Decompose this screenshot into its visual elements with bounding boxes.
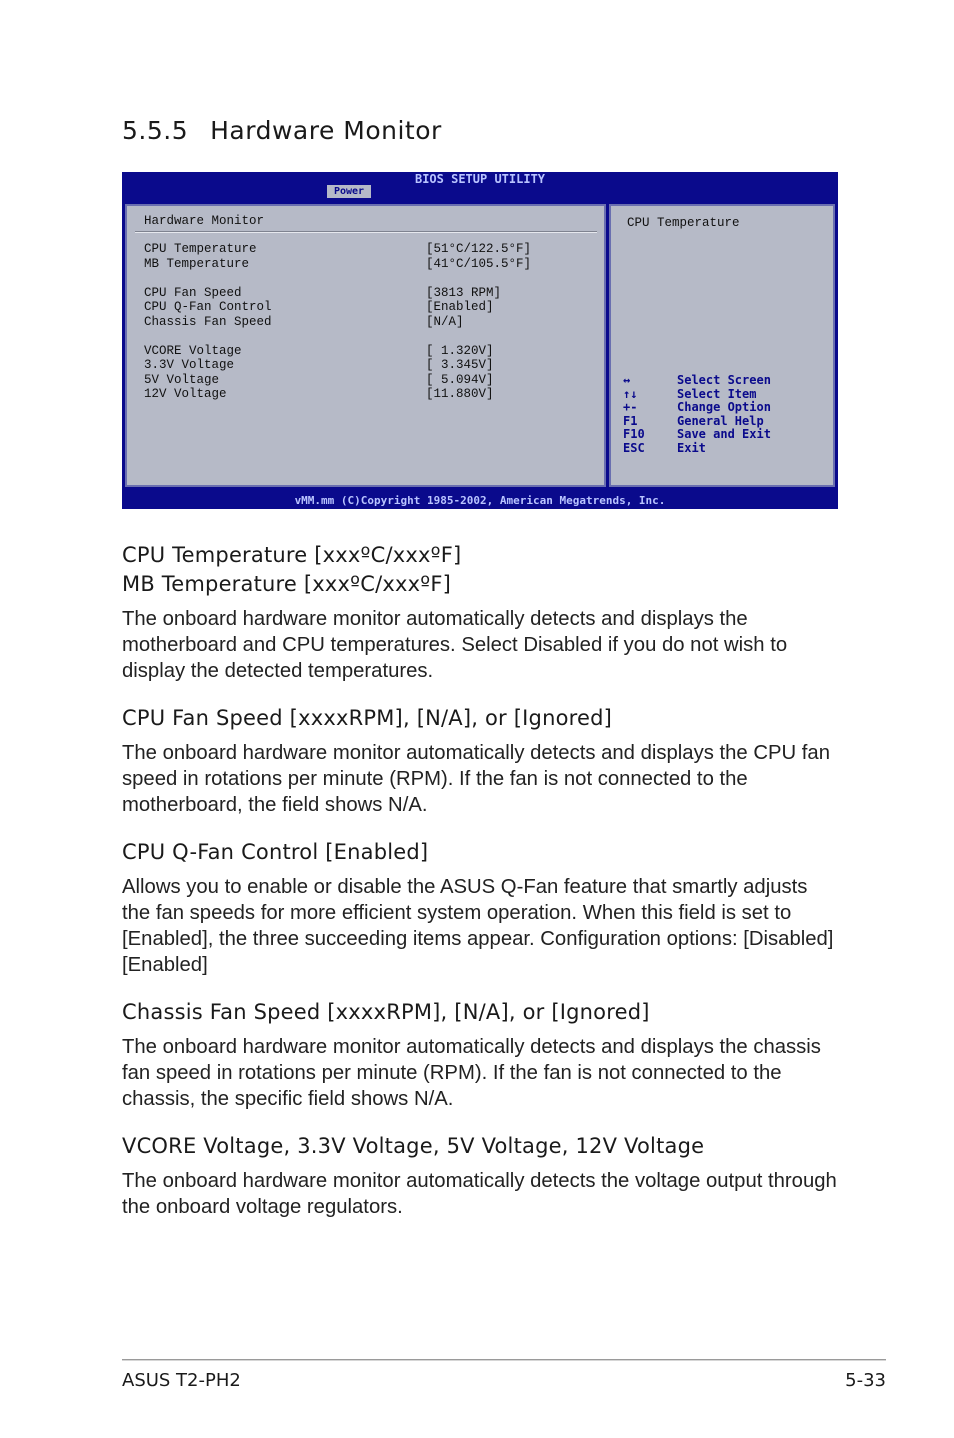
bios-settings-list — [144, 242, 594, 402]
bios-row-mb-temperature[interactable]: MB Temperature [41°C/105.5°F] — [144, 256, 532, 271]
paragraph-chassis-fan-speed: The onboard hardware monitor automatically detects and displays the chassis fan speed in rotations per minute (RPM). If the fan is not connected to the chassis, the specific field shows N/A. — [122, 1036, 821, 1110]
bios-copyright: vMM.mm (C)Copyright 1985-2002, American Megatrends, Inc. — [294, 494, 666, 507]
bios-title: BIOS SETUP UTILITY — [414, 172, 546, 186]
heading-voltages: VCORE Voltage, 3.3V Voltage, 5V Voltage, 12V Voltage — [122, 1134, 705, 1158]
paragraph-cpu-qfan-control: Allows you to enable or disable the ASUS Q-Fan feature that smartly adjusts the fan speeds for more efficient system operation. When this field is set to [Enabled], the three succeeding items appear. Configuration options: [Disabled] [Enabled] — [122, 876, 834, 976]
footer-product-name: ASUS T2-PH2 — [122, 1370, 241, 1391]
bios-tab-power[interactable]: Power — [327, 185, 371, 198]
heading-cpu-fan-speed: CPU Fan Speed [xxxxRPM], [N/A], or [Ignored] — [122, 706, 613, 730]
heading-cpu-qfan-control: CPU Q-Fan Control [Enabled] — [122, 840, 429, 864]
footer-divider — [122, 1359, 886, 1361]
bios-row-12v-voltage[interactable]: 12V Voltage [11.880V] — [144, 387, 494, 401]
heading-chassis-fan-speed: Chassis Fan Speed [xxxxRPM], [N/A], or [Ignored] — [122, 1000, 650, 1024]
bios-row-3v3-voltage[interactable]: 3.3V Voltage [ 3.345V] — [144, 358, 494, 372]
bios-row-cpu-temperature[interactable]: CPU Temperature [51°C/122.5°F] — [144, 242, 532, 256]
bios-row-cpu-qfan-control[interactable]: CPU Q-Fan Control [Enabled] — [144, 300, 494, 314]
bios-help-heading: CPU Temperature — [627, 216, 740, 230]
bios-row-5v-voltage[interactable]: 5V Voltage [ 5.094V] — [144, 372, 494, 387]
bios-divider — [135, 231, 597, 233]
bios-main-panel — [125, 204, 606, 487]
bios-row-vcore-voltage[interactable]: VCORE Voltage [ 1.320V] — [144, 343, 494, 358]
section-name: Hardware Monitor — [210, 116, 442, 145]
paragraph-temperature: The onboard hardware monitor automatically detects and displays the motherboard and CPU temperatures. Select Disabled if you do not wish to display the detected temperatures. — [122, 608, 788, 682]
paragraph-voltages: The onboard hardware monitor automatically detects the voltage output through the onboard voltage regulators. — [122, 1170, 837, 1218]
section-number: 5.5.5 — [122, 116, 189, 145]
bios-panel-heading: Hardware Monitor — [144, 214, 265, 228]
footer-page-number: 5-33 — [845, 1370, 886, 1391]
bios-screenshot — [122, 172, 838, 509]
paragraph-cpu-fan-speed: The onboard hardware monitor automatically detects and displays the CPU fan speed in rotations per minute (RPM). If the fan is not connected to the motherboard, the field shows N/A. — [122, 742, 830, 816]
heading-cpu-temperature: CPU Temperature [xxxºC/xxxºF] — [122, 543, 462, 567]
bios-help-panel: CPU Temperature ↔ Select Screen ↑↓ Select Item +- Change Option F1 General Help F10 Save and Exit ESC Exit — [609, 204, 835, 487]
section-title — [122, 116, 442, 145]
heading-mb-temperature: MB Temperature [xxxºC/xxxºF] — [122, 572, 452, 596]
bios-row-chassis-fan-speed[interactable]: Chassis Fan Speed [N/A] — [144, 314, 464, 329]
bios-row-cpu-fan-speed[interactable]: CPU Fan Speed [3813 RPM] — [144, 285, 502, 300]
